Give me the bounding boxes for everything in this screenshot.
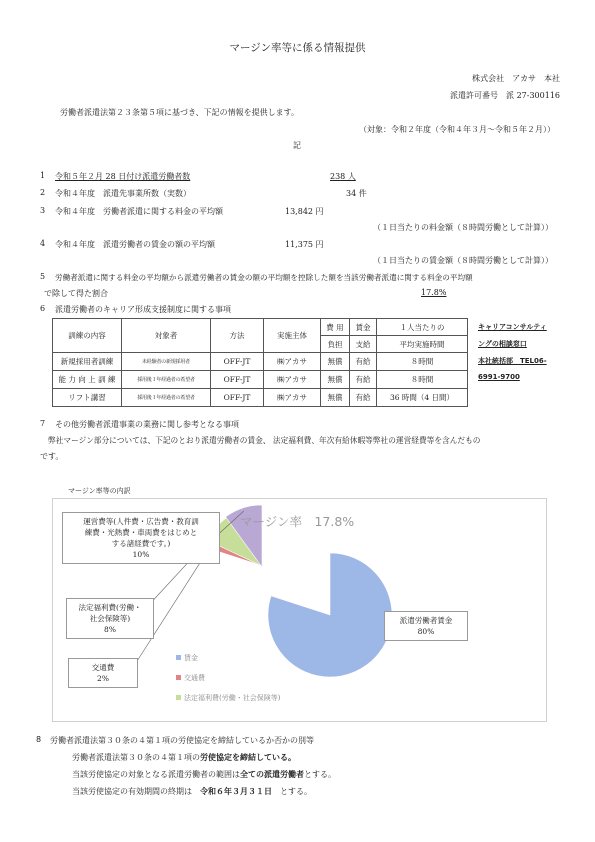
permit-number: 派遣許可番号 派 27-300116 [450,91,560,100]
callout-transport-value: 2% [97,674,109,683]
callout-operating-line-2: 練費・光熱費・車両費をはじめと [84,528,198,537]
header-training-content: 訓練の内容 [53,319,122,353]
callout-transport-line-1: 交通費 [91,663,115,672]
item-6-number: 6 [40,304,46,313]
legend-swatch-2 [176,695,181,700]
header-target: 対象者 [122,319,211,353]
item-4-note: （１日当たりの賃金額（８時間労働として計算）） [373,256,553,265]
item-5-number: 5 [40,272,46,281]
item-8-line-2-b: 全ての派遣労働者 [240,770,304,779]
header-wage-1: 賃金 [350,319,377,336]
callout-wages-line-1: 派遣労働者賃金 [399,616,453,625]
training-cost: 無償 [321,389,350,407]
training-time: ８時間 [377,371,468,389]
page-title: マージン率等に係る情報提供 [229,42,366,54]
training-cost: 無償 [321,353,350,371]
training-wage: 有給 [350,371,377,389]
item-4-number: 4 [40,239,46,248]
item-8-line-1 [72,752,296,763]
item-7-line-2: です。 [40,452,64,461]
item-8-label: 労働者派遣法第３０条の４第１項の労使協定を締結しているか否かの別等 [50,736,314,745]
item-1-value: 238 人 [330,172,356,181]
training-method: OFF-JT [211,353,264,371]
callout-operating-line-1: 運営費等(人件費・広告費・教育訓 [83,517,199,526]
item-1-number: 1 [40,171,46,180]
item-4-label: 令和４年度 派遣労働者の賃金の額の平均額 [55,240,215,249]
header-method: 方法 [211,319,264,353]
pie-slice-0 [268,553,392,677]
item-8-line-3-b: 令和６年３月３１日 [200,787,272,796]
callout-wages [384,611,468,641]
item-7-line-1: 弊社マージン部分については、下記のとおり派遣労働者の賃金、 法定福利費、年次有給休暇等弊社の運営経費等を含んだもの [48,436,481,445]
item-5-value: 17.8% [421,288,447,297]
training-time: ８時間 [377,353,468,371]
item-8-number: 8 [36,735,42,744]
consult-line-4: 6991-9700 [478,373,520,381]
item-2-value: 34 件 [346,189,367,198]
item-7-number: 7 [40,419,46,428]
company-name: 株式会社 アカサ 本社 [472,74,560,83]
header-wage-2: 支給 [350,336,377,353]
training-time: 36 時間（4 日間） [377,389,468,407]
item-8-line-3-a: 当該労使協定の有効期間の終期は [72,787,200,796]
item-4-value: 11,375 円 [285,240,324,249]
legend-label-1: 交通費 [184,674,205,682]
training-wage: 有給 [350,353,377,371]
item-8-line-1-a: 労働者派遣法第３０条の４第１項の [72,753,200,762]
callout-transport [68,658,138,688]
item-8-line-3-c: とする。 [272,787,312,796]
chart-title: マージン率 17.8% [240,514,355,529]
callout-welfare-line-1: 法定福利費(労働・ [78,603,142,612]
consult-line-1: キャリアコンサルティ [478,323,547,331]
item-5-line-2: で除して得た割合 [44,289,108,298]
callout-operating-line-3: する諸経費です。) [111,539,171,548]
training-target: 未経験者の新規採用者 [122,353,211,371]
target-period: （対象：令和２年度（令和４年３月～令和５年２月）） [359,125,555,134]
header-cost-1: 費 用 [321,319,350,336]
chart-section-title: マージン率等の内訳 [68,487,131,495]
header-time-1: １人当たりの [377,319,468,336]
item-1-label: 令和５年２月 28 日付け派遣労働者数 [55,172,191,181]
header-time-2: 平均実施時間 [377,336,468,353]
training-cost: 無償 [321,371,350,389]
callout-operating-cost [62,512,220,564]
item-6-label: 派遣労働者のキャリア形成支援制度に関する事項 [55,305,231,314]
item-8-line-1-b: 労使協定を締結している。 [200,753,296,762]
callout-operating-value: 10% [132,550,150,559]
training-method: OFF-JT [211,389,264,407]
item-8-line-2-c: とする。 [304,770,336,779]
item-8-line-3 [72,786,312,797]
training-organizer: ㈱アカサ [264,371,321,389]
header-cost-2: 負担 [321,336,350,353]
training-target: 採用後１年経過者の希望者 [122,389,211,407]
training-method: OFF-JT [211,371,264,389]
training-organizer: ㈱アカサ [264,353,321,371]
header-organizer: 実施主体 [264,319,321,353]
item-3-note: （１日当たりの料金額（８時間労働として計算）） [373,223,553,232]
training-content: 新規採用者訓練 [53,353,122,371]
callout-welfare [66,598,154,639]
training-wage: 有給 [350,389,377,407]
item-7-label: その他労働者派遣事業の業務に関し参考となる事項 [55,420,239,429]
training-content: 能 力 向 上 訓 練 [53,371,122,389]
consult-line-3: 本社統括部 TEL06- [478,357,547,365]
training-target: 採用後１年経過者の希望者 [122,371,211,389]
callout-welfare-value: 8% [104,625,116,634]
item-2-number: 2 [40,188,46,197]
consult-line-2: ングの相談窓口 [478,340,527,348]
item-5-line-1: 労働者派遣に関する料金の平均額から派遣労働者の賃金の額の平均額を控除した額を当該労働者派遣に関する料金の平均額 [55,273,473,282]
training-content: リフト講習 [53,389,122,407]
legend-swatch-0 [176,655,181,660]
ki-mark: 記 [293,141,301,150]
training-organizer: ㈱アカサ [264,389,321,407]
intro-text: 労働者派遣法第２３条第５項に基づき、下記の情報を提供します。 [60,108,300,117]
item-2-label: 令和４年度 派遣先事業所数（実数） [55,189,191,198]
callout-wages-value: 80% [417,627,435,636]
legend-swatch-1 [176,675,181,680]
item-8-line-2 [72,769,336,780]
item-3-value: 13,842 円 [285,207,324,216]
item-3-label: 令和４年度 労働者派遣に関する料金の平均額 [55,207,223,216]
callout-welfare-line-2: 社会保険等) [89,614,131,623]
legend-label-2: 法定福利費(労働・社会保険等) [184,694,281,702]
item-3-number: 3 [40,206,46,215]
item-8-line-2-a: 当該労使協定の対象となる派遣労働者の範囲は [72,770,240,779]
legend-label-0: 賃金 [184,654,198,662]
